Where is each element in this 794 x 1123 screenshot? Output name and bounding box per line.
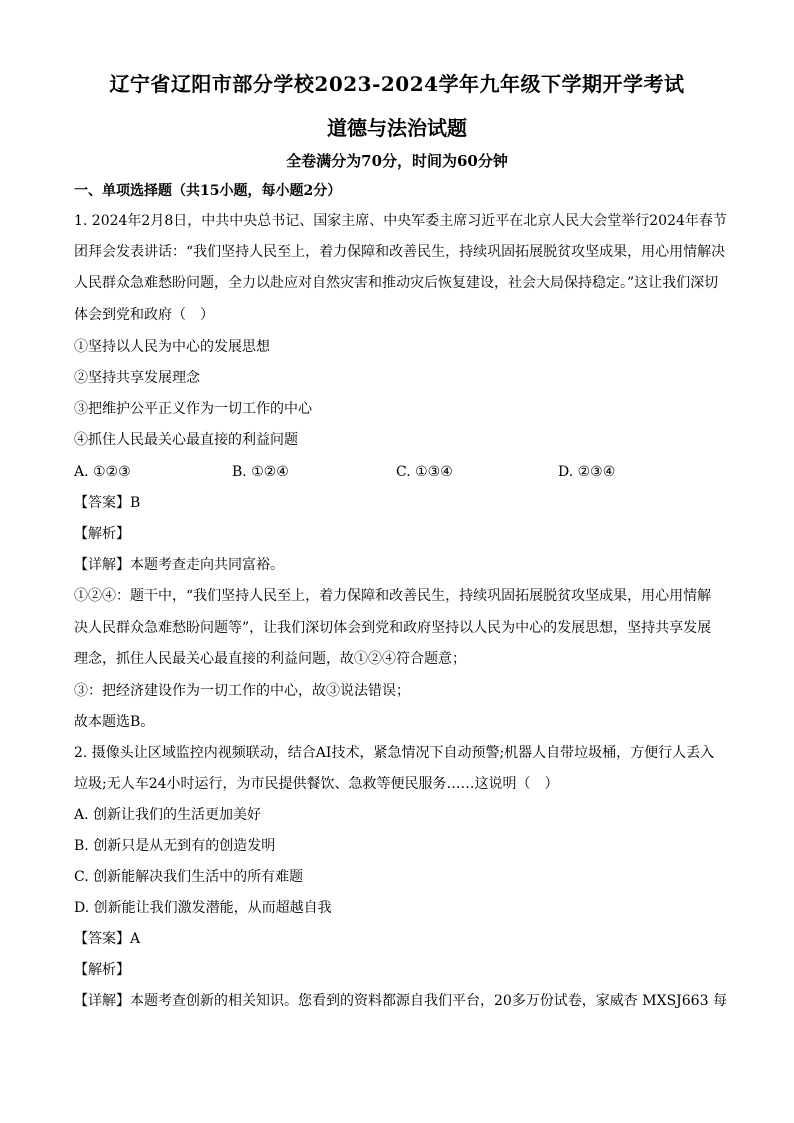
q1-detail-line: ①②④：题干中，“我们坚持人民至上，着力保障和改善民生，持续巩固拓展脱贫攻坚成果，用心用情解 xyxy=(74,588,712,604)
exam-subject: 道德与法治试题 xyxy=(327,116,467,140)
q1-option-c: C. ①③④ xyxy=(396,464,453,480)
q1-item: ②坚持共享发展理念 xyxy=(74,370,200,386)
q2-analysis-label: 【解析】 xyxy=(74,962,130,978)
exam-title: 辽宁省辽阳市部分学校2023-2024学年九年级下学期开学考试 xyxy=(109,72,685,96)
q2-detail-line: 【详解】本题考查创新的相关知识。您看到的资料都源自我们平台，20多万份试卷，家威杏 MXSJ663 每 xyxy=(74,993,727,1009)
q1-stem-line: 体会到党和政府（ ） xyxy=(74,307,214,323)
q1-detail-line: ③：把经济建设作为一切工作的中心，故③说法错误； xyxy=(74,683,410,699)
q1-stem-line: 人民群众急难愁盼问题，全力以赴应对自然灾害和推动灾后恢复建设，社会大局保持稳定。”这让我们深切 xyxy=(74,275,719,291)
q1-answer: 【答案】B xyxy=(74,495,141,511)
q1-stem-line: 团拜会发表讲话：“我们坚持人民至上，着力保障和改善民生，持续巩固拓展脱贫攻坚成果，用心用情解决 xyxy=(74,244,726,260)
q1-item: ③把维护公平正义作为一切工作的中心 xyxy=(74,401,312,417)
q2-option-d: D. 创新能让我们激发潜能，从而超越自我 xyxy=(74,900,332,916)
q1-analysis-label: 【解析】 xyxy=(74,526,130,542)
q1-item: ①坚持以人民为中心的发展思想 xyxy=(74,339,270,355)
q1-option-a: A. ①②③ xyxy=(74,464,131,480)
section-heading: 一、单项选择题（共15小题，每小题2分） xyxy=(74,183,342,199)
q2-option-c: C. 创新能解决我们生活中的所有难题 xyxy=(74,869,304,885)
q2-option-b: B. 创新只是从无到有的创造发明 xyxy=(74,838,276,854)
q1-detail-line: 【详解】本题考查走向共同富裕。 xyxy=(74,557,284,573)
q1-option-b: B. ①②④ xyxy=(232,464,289,480)
q1-detail-line: 理念，抓住人民最关心最直接的利益问题，故①②④符合题意； xyxy=(74,651,466,667)
q1-option-d: D. ②③④ xyxy=(558,464,616,480)
q1-detail-line: 故本题选B。 xyxy=(74,714,155,730)
q1-detail-line: 决人民群众急难愁盼问题等”，让我们深切体会到党和政府坚持以人民为中心的发展思想，坚持共享发展 xyxy=(74,620,712,636)
q1-stem-line: 1. 2024年2月8日，中共中央总书记、国家主席、中央军委主席习近平在北京人民大会堂举行2024年春节 xyxy=(74,213,727,229)
q1-item: ④抓住人民最关心最直接的利益问题 xyxy=(74,432,298,448)
q2-stem-line: 2. 摄像头让区域监控内视频联动，结合AI技术，紧急情况下自动预警;机器人自带垃圾桶，方便行人丢入 xyxy=(74,745,715,761)
exam-info: 全卷满分为70分，时间为60分钟 xyxy=(286,152,508,170)
q2-option-a: A. 创新让我们的生活更加美好 xyxy=(74,807,262,823)
q2-stem-line: 垃圾;无人车24小时运行，为市民提供餐饮、急救等便民服务……这说明（ ） xyxy=(74,776,559,792)
q2-answer: 【答案】A xyxy=(74,931,141,947)
